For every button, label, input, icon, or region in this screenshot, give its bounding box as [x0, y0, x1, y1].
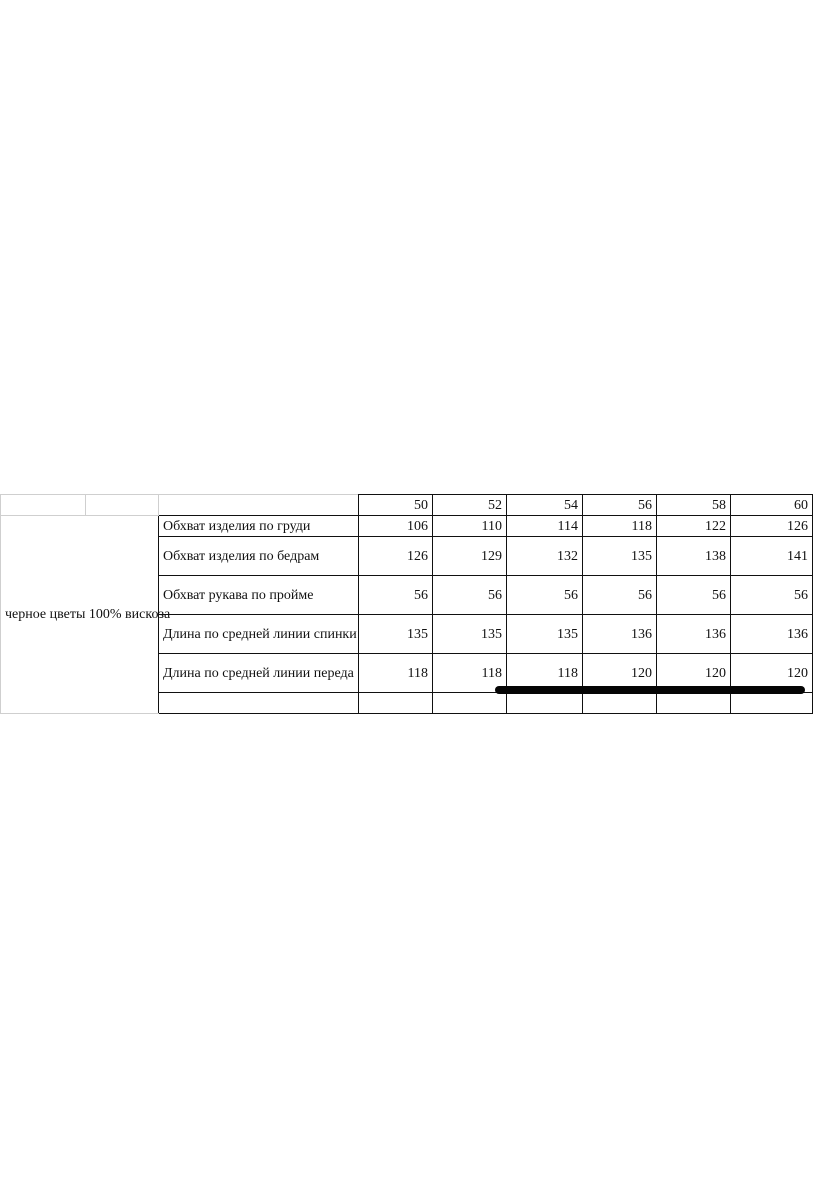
- header-label-cell: [159, 495, 359, 516]
- value-cell: 120: [657, 654, 731, 693]
- row-label: Обхват рукава по пройме: [159, 576, 359, 615]
- value-cell: 106: [359, 516, 433, 537]
- value-cell-cropped: [433, 693, 507, 714]
- value-cell-cropped: [657, 693, 731, 714]
- value-cell: 135: [433, 615, 507, 654]
- value-cell: 120: [731, 654, 813, 693]
- fabric-group-label: черное цветы 100% вискоза: [1, 516, 159, 714]
- header-row: [1, 495, 813, 516]
- corner-cell: [1, 495, 86, 516]
- value-cell-cropped: [359, 693, 433, 714]
- value-cell: 56: [433, 576, 507, 615]
- row-label: Длина по средней линии спинки: [159, 615, 359, 654]
- value-cell: 136: [731, 615, 813, 654]
- value-cell: 135: [359, 615, 433, 654]
- value-cell: 135: [583, 537, 657, 576]
- value-cell-cropped: [507, 693, 583, 714]
- value-cell: 110: [433, 516, 507, 537]
- row-label-cropped: [159, 693, 359, 714]
- value-cell: 56: [507, 576, 583, 615]
- size-header: 50: [359, 495, 433, 516]
- value-cell: 118: [359, 654, 433, 693]
- value-cell: 56: [359, 576, 433, 615]
- value-cell: 122: [657, 516, 731, 537]
- value-cell: 114: [507, 516, 583, 537]
- table-row: [1, 516, 813, 537]
- value-cell: 126: [359, 537, 433, 576]
- size-chart-table: [0, 494, 813, 714]
- value-cell: 56: [657, 576, 731, 615]
- value-cell: 126: [731, 516, 813, 537]
- value-cell: 135: [507, 615, 583, 654]
- value-cell: 138: [657, 537, 731, 576]
- row-label: Обхват изделия по груди: [159, 516, 359, 537]
- size-header: 54: [507, 495, 583, 516]
- row-label: Длина по средней линии переда: [159, 654, 359, 693]
- size-header: 58: [657, 495, 731, 516]
- value-cell: 129: [433, 537, 507, 576]
- value-cell: 120: [583, 654, 657, 693]
- value-cell: 118: [583, 516, 657, 537]
- value-cell: 136: [657, 615, 731, 654]
- value-cell-cropped: [583, 693, 657, 714]
- corner-cell: [86, 495, 159, 516]
- row-label: Обхват изделия по бедрам: [159, 537, 359, 576]
- value-cell: 118: [433, 654, 507, 693]
- value-cell: 132: [507, 537, 583, 576]
- size-chart-sheet: [0, 494, 808, 706]
- value-cell: 56: [731, 576, 813, 615]
- marker-stroke: [495, 686, 805, 694]
- size-header: 56: [583, 495, 657, 516]
- value-cell-cropped: [731, 693, 813, 714]
- size-header: 52: [433, 495, 507, 516]
- value-cell: 118: [507, 654, 583, 693]
- value-cell: 56: [583, 576, 657, 615]
- value-cell: 136: [583, 615, 657, 654]
- value-cell: 141: [731, 537, 813, 576]
- size-header: 60: [731, 495, 813, 516]
